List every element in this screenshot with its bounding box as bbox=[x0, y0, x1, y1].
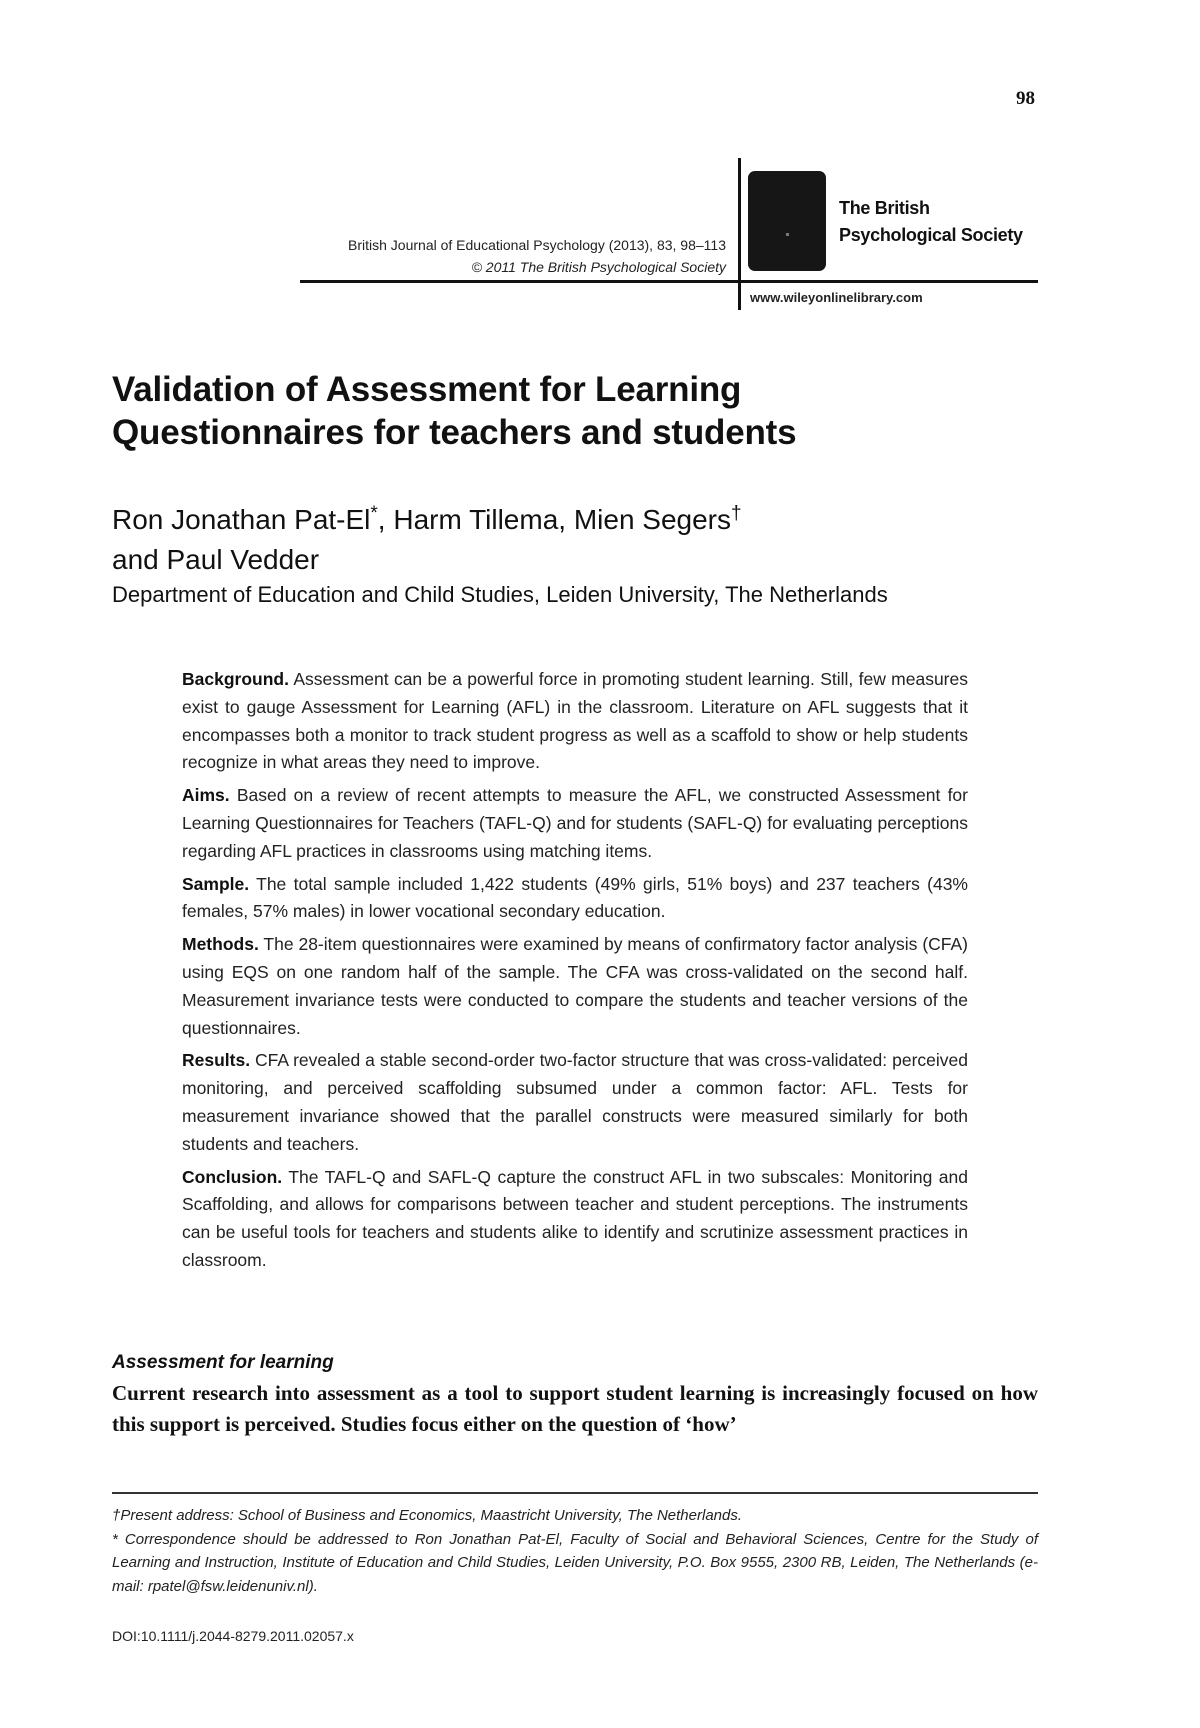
publisher-name-line2: Psychological Society bbox=[839, 225, 1023, 245]
affiliation: Department of Education and Child Studies, Leiden University, The Netherlands bbox=[112, 582, 888, 607]
header-vertical-divider bbox=[738, 158, 741, 310]
footnotes bbox=[112, 1504, 1038, 1598]
abstract bbox=[182, 666, 968, 1280]
abstract-label: Aims. bbox=[182, 785, 230, 806]
article-title bbox=[112, 368, 1012, 454]
abstract-aims bbox=[182, 782, 968, 865]
bps-logo-icon bbox=[748, 171, 826, 271]
abstract-label: Sample. bbox=[182, 873, 250, 894]
publisher-website-link[interactable]: www.wileyonlinelibrary.com bbox=[750, 290, 923, 305]
footnote-present-address: †Present address: School of Business and Economics, Maastricht University, The Netherlands. bbox=[112, 1507, 743, 1524]
abstract-text: Based on a review of recent attempts to measure the AFL, we constructed Assessment for Learning Questionnaires for Teachers (TAFL-Q) and for students (SAFL-Q) for evaluating perceptions regarding AFL practices in classrooms using matching items. bbox=[182, 785, 968, 861]
abstract-text: CFA revealed a stable second-order two-factor structure that was cross-validated: perceived monitoring, and perceived scaffolding subsumed under a common factor: AFL. Tests for measurement invariance showed that the parallel constructs were measured similarly for both students and teachers. bbox=[182, 1050, 968, 1154]
abstract-text: The total sample included 1,422 students (49% girls, 51% boys) and 237 teachers (43% females, 57% males) in lower vocational secondary education. bbox=[182, 873, 968, 922]
article-title-line1: Validation of Assessment for Learning bbox=[112, 370, 742, 409]
abstract-text: The 28-item questionnaires were examined by means of confirmatory factor analysis (CFA) using EQS on one random half of the sample. The CFA was cross-validated on the second half. Measurement invariance tests were conducted to compare the students and teacher versions of the questionnaires. bbox=[182, 934, 969, 1038]
abstract-text: Assessment can be a powerful force in promoting student learning. Still, few measures exist to gauge Assessment for Learning (AFL) in the classroom. Literature on AFL suggests that it encompasses both a monitor to track student progress as well as a scaffold to show or help students recognize in what areas they need to improve. bbox=[182, 669, 968, 773]
publisher-name bbox=[839, 195, 1023, 249]
journal-info bbox=[348, 234, 726, 278]
abstract-text: The TAFL-Q and SAFL-Q capture the construct AFL in two subscales: Monitoring and Scaffolding, and allows for comparisons between teacher and student perceptions. The instruments can be useful tools for teachers and students alike to identify and scrutinize assessment practices in classroom. bbox=[182, 1166, 969, 1270]
abstract-label: Background. bbox=[182, 669, 289, 689]
article-title-line2: Questionnaires for teachers and students bbox=[112, 413, 797, 452]
author-part2: , Harm Tillema, Mien Segers bbox=[377, 504, 732, 535]
author-mark-dagger: † bbox=[731, 503, 742, 524]
author-part1: Ron Jonathan Pat-El bbox=[112, 504, 371, 535]
author-mark-asterisk: * bbox=[370, 503, 378, 524]
abstract-results bbox=[182, 1047, 968, 1158]
footnote-correspondence: * Correspondence should be addressed to Ron Jonathan Pat-El, Faculty of Social and Behavioral Sciences, Centre for the Study of Learning and Instruction, Institute of Education and Child Studies, Leiden University, P.O. Box 9555, 2300 RB, Leiden, The Netherlands (e-mail: rpatel@fsw.leidenuniv.nl). bbox=[112, 1530, 1038, 1595]
abstract-label: Results. bbox=[182, 1050, 251, 1071]
publisher-name-line1: The British bbox=[839, 198, 930, 218]
journal-copyright: © 2011 The British Psychological Society bbox=[471, 259, 726, 275]
body-paragraph: Current research into assessment as a tool to support student learning is increasingly focused on how this support is perceived. Studies focus either on the question of ‘how’ bbox=[112, 1381, 1038, 1436]
abstract-conclusion bbox=[182, 1164, 968, 1275]
abstract-background bbox=[182, 666, 968, 777]
section-heading: Assessment for learning bbox=[112, 1352, 334, 1373]
abstract-label: Conclusion. bbox=[182, 1166, 283, 1187]
journal-citation: British Journal of Educational Psychology (2013), 83, 98–113 bbox=[348, 237, 726, 253]
footnote-divider bbox=[112, 1492, 1038, 1494]
abstract-label: Methods. bbox=[182, 934, 259, 955]
author-list bbox=[112, 500, 1012, 580]
abstract-methods bbox=[182, 931, 968, 1042]
author-line2: and Paul Vedder bbox=[112, 544, 320, 575]
header-horizontal-divider bbox=[300, 280, 1038, 283]
abstract-sample bbox=[182, 871, 968, 927]
doi-link[interactable]: DOI:10.1111/j.2044-8279.2011.02057.x bbox=[112, 1628, 354, 1644]
page-number: 98 bbox=[1016, 88, 1035, 109]
